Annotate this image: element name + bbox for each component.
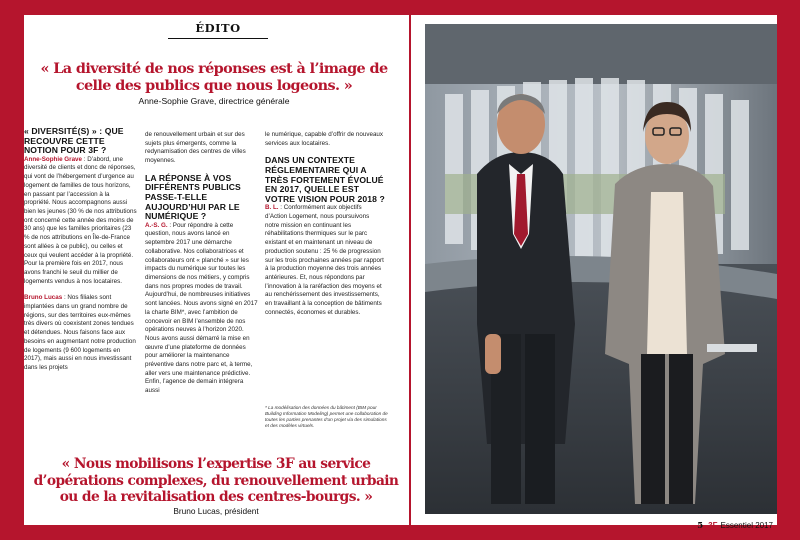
answer-1 — [24, 156, 137, 287]
publication-title: Essentiel 2017 — [720, 521, 773, 530]
column-3-continuation: le numérique, capable d’offrir de nouveaux services aux locataires. — [265, 131, 384, 147]
section-divider — [168, 38, 268, 39]
answer-3 — [265, 204, 385, 317]
right-page — [411, 15, 777, 531]
speaker-name: A.-S. G. — [145, 221, 168, 229]
article-column-2 — [145, 131, 258, 396]
portrait-photo — [425, 24, 777, 514]
article-column-1 — [24, 127, 137, 373]
section-label: ÉDITO — [195, 21, 241, 35]
page-number: 5 — [697, 521, 704, 531]
left-page — [24, 15, 409, 525]
question-1: « DIVERSITÉ(S) » : QUE RECOUVRE CETTE NOTION POUR 3F ? — [24, 126, 124, 156]
article-column-3 — [265, 131, 385, 318]
pull-quote-top-author: Anne-Sophie Grave, directrice générale — [138, 96, 290, 106]
answer-text: : Conformément aux objectifs d’Action Logement, nous poursuivons notre mission en continuant les réhabilitations thermiques sur le parc existant et en maintenant un niveau de production soutenu : 25 % de progression sur les trois prochaines années par rapport à la production moyenne des trois années antérieures. Et, nous répondons par l’innovation à la raréfaction des moyens et au renchérissement des investissements, en travaillant à la conception de bâtiments connectés, économes et durables. — [265, 204, 384, 316]
brand-name: 3F — [708, 521, 718, 530]
answer-text: : D’abord, une diversité de clients et donc de réponses, qui vont de l’hébergement d’urgence au logement de familles de tous horizons, en passant par l’accession à la propriété. Nous accompagnons aussi bien les jeunes (30 % de nos attributions ont concerné cette année des moins de 30 ans) que les familles prioritaires (23 % de nos attributions en Île-de-France sont allées à ce public), ou celles et ceux qui veulent accéder à la propriété. Pour la première fois en 2017, nous avons franchi le seuil du millier de logements vendus à nos locataires. — [24, 155, 137, 285]
answer-text: : Pour répondre à cette question, nous avons lancé en septembre 2017 une démarche collaborative. Nos collaboratrices et collaborateurs ont « planché » sur les impacts du numérique sur toutes les dimensions de nos métiers, y compris dans nos propres modes de travail. Aujourd’hui, de nombreuses initiatives sont lancées. Nous avons signé en 2017 la charte BIM*, avec l’ambition de concevoir en BIM l’ensemble de nos opérations neuves à l’horizon 2020. Nous avons aussi démarré la mise en œuvre d’une plateforme de données pour améliorer la maintenance préventive dans notre parc et, à terme, aller vers une maintenance prédictive. Enfin, l’agence de demain intégrera aussi — [145, 221, 258, 395]
footnote: * La modélisation des données du bâtiment (BIM pour Building Information Modeling) permet une collaboration de toutes les parties prenantes d’un projet via des simulations et des modèles virtuels. — [265, 405, 388, 428]
speaker-name: B. L. — [265, 204, 279, 212]
portrait-illustration — [425, 24, 777, 514]
answer-1b — [24, 294, 137, 372]
page-folio — [697, 521, 773, 531]
question-2: LA RÉPONSE À VOS DIFFÉRENTS PUBLICS PASSE-T-ELLE AUJOURD’HUI PAR LE NUMÉRIQUE ? — [145, 172, 241, 222]
speaker-name: Anne-Sophie Grave — [24, 155, 82, 163]
column-2-continuation: de renouvellement urbain et sur des sujets plus émergents, comme la redynamisation des centres de villes moyennes. — [145, 131, 246, 165]
paragraph-gap — [24, 286, 137, 294]
pull-quote-top: « La diversité de nos réponses est à l’image de celle des publics que nous logeons. » — [40, 60, 388, 94]
answer-text: : Nos filiales sont implantées dans un grand nombre de régions, sur des territoires eux-mêmes très divers où coexistent zones tendues et détendues. Nous faisons face aux besoins en augmentant notre production de logements (9 600 logements en 2017), mais aussi en nous investissant dans les projets — [24, 294, 136, 371]
pull-quote-bottom-author: Bruno Lucas, président — [173, 506, 259, 516]
speaker-name: Bruno Lucas — [24, 294, 63, 302]
question-3: DANS UN CONTEXTE RÉGLEMENTAIRE QUI A TRÈS FORTEMENT ÉVOLUÉ EN 2017, QUELLE EST VOTRE VISION POUR 2018 ? — [265, 155, 385, 204]
answer-2 — [145, 222, 258, 396]
pull-quote-bottom: « Nous mobilisons l’expertise 3F au service d’opérations complexes, du renouvellement urbain ou de la revitalisation des centres-bourgs. » — [33, 456, 399, 506]
